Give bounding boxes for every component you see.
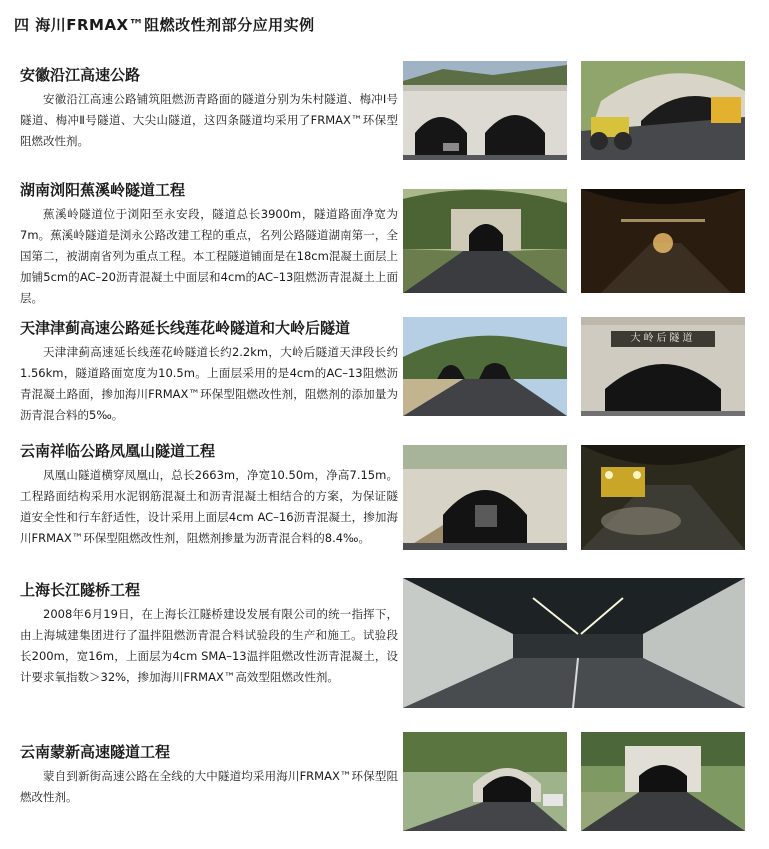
photo-mengxin-tunnel-1 bbox=[403, 732, 567, 831]
section-body: 安徽沿江高速公路铺筑阻燃沥青路面的隧道分别为朱村隧道、梅冲Ⅰ号隧道、梅冲Ⅱ号隧道、大尖山隧道，这四条隧道均采用了FRMAX™环保型阻燃改性剂。 bbox=[20, 92, 398, 148]
section-hunan bbox=[20, 179, 398, 309]
section-tianjin bbox=[20, 317, 398, 426]
section-title: 上海长江隧桥工程 bbox=[20, 581, 141, 599]
section-body: 天津津蓟高速延长线莲花岭隧道长约2.2km，大岭后隧道天津段长约1.56km，隧道路面宽度为10.5m。上面层采用的是4cm的AC–13阻燃沥青混凝土路面，掺加海川FRMAX™环保型阻燃改性剂，阻燃剂的添加量为沥青混合料的5‰。 bbox=[20, 345, 398, 422]
photo-anhui-tunnel-portal bbox=[403, 61, 567, 160]
section-body: 蒙自到新街高速公路在全线的大中隧道均采用海川FRMAX™环保型阻燃改性剂。 bbox=[20, 769, 398, 804]
photo-tianjin-dalinghou bbox=[581, 317, 745, 416]
photo-hunan-tunnel-interior bbox=[581, 189, 745, 293]
section-yunnan-mengxin bbox=[20, 741, 398, 808]
photo-hunan-tunnel-portal bbox=[403, 189, 567, 293]
section-title: 安徽沿江高速公路 bbox=[20, 66, 141, 84]
section-shanghai bbox=[20, 579, 398, 688]
section-title: 湖南浏阳蕉溪岭隧道工程 bbox=[20, 181, 186, 199]
section-body: 蕉溪岭隧道位于浏阳至永安段，隧道总长3900m，隧道路面净宽为7m。蕉溪岭隧道是浏永公路改建工程的重点，名列公路隧道湖南第一，全国第二，被湖南省列为重点工程。本工程隧道铺面是在18cm混凝土面层上加铺5cm的AC–20沥青混凝土中面层和4cm的AC–13阻燃沥青混凝土上面层。 bbox=[20, 207, 398, 305]
section-title: 云南祥临公路凤凰山隧道工程 bbox=[20, 442, 216, 460]
section-body: 2008年6月19日，在上海长江隧桥建设发展有限公司的统一指挥下，由上海城建集团进行了温拌阻燃沥青混合料试验段的生产和施工。试验段长200m，宽16m，上面层为4cm SMA–13温拌阻燃改性沥青混凝土，设计要求氧指数＞32%，掺加海川FRMAX™高效型阻燃改性剂。 bbox=[20, 607, 398, 684]
photo-shanghai-tunnel bbox=[403, 578, 745, 708]
page-title: 四 海川FRMAX™阻燃改性剂部分应用实例 bbox=[14, 16, 315, 34]
photo-anhui-paving bbox=[581, 61, 745, 160]
section-title: 天津津蓟高速公路延长线莲花岭隧道和大岭后隧道 bbox=[20, 319, 351, 337]
photo-tianjin-lianhualing bbox=[403, 317, 567, 416]
section-title: 云南蒙新高速隧道工程 bbox=[20, 743, 171, 761]
section-anhui bbox=[20, 64, 398, 152]
tunnel-name-sign: 大岭后隧道 bbox=[630, 333, 696, 344]
photo-mengxin-tunnel-2 bbox=[581, 732, 745, 831]
section-yunnan-fenghuang bbox=[20, 440, 398, 549]
photo-yunnan-fenghuang-portal bbox=[403, 445, 567, 550]
section-body: 凤凰山隧道横穿凤凰山，总长2663m，净宽10.50m，净高7.15m。工程路面结构采用水泥钢筋混凝土和沥青混凝土相结合的方案，为保证隧道安全性和行车舒适性，设计采用上面层4cm AC–16沥青混凝土，掺加海川FRMAX™环保型阻燃改性剂，阻燃剂掺量为沥青混合料的8.4‰。 bbox=[20, 468, 398, 545]
photo-yunnan-paving-night bbox=[581, 445, 745, 550]
